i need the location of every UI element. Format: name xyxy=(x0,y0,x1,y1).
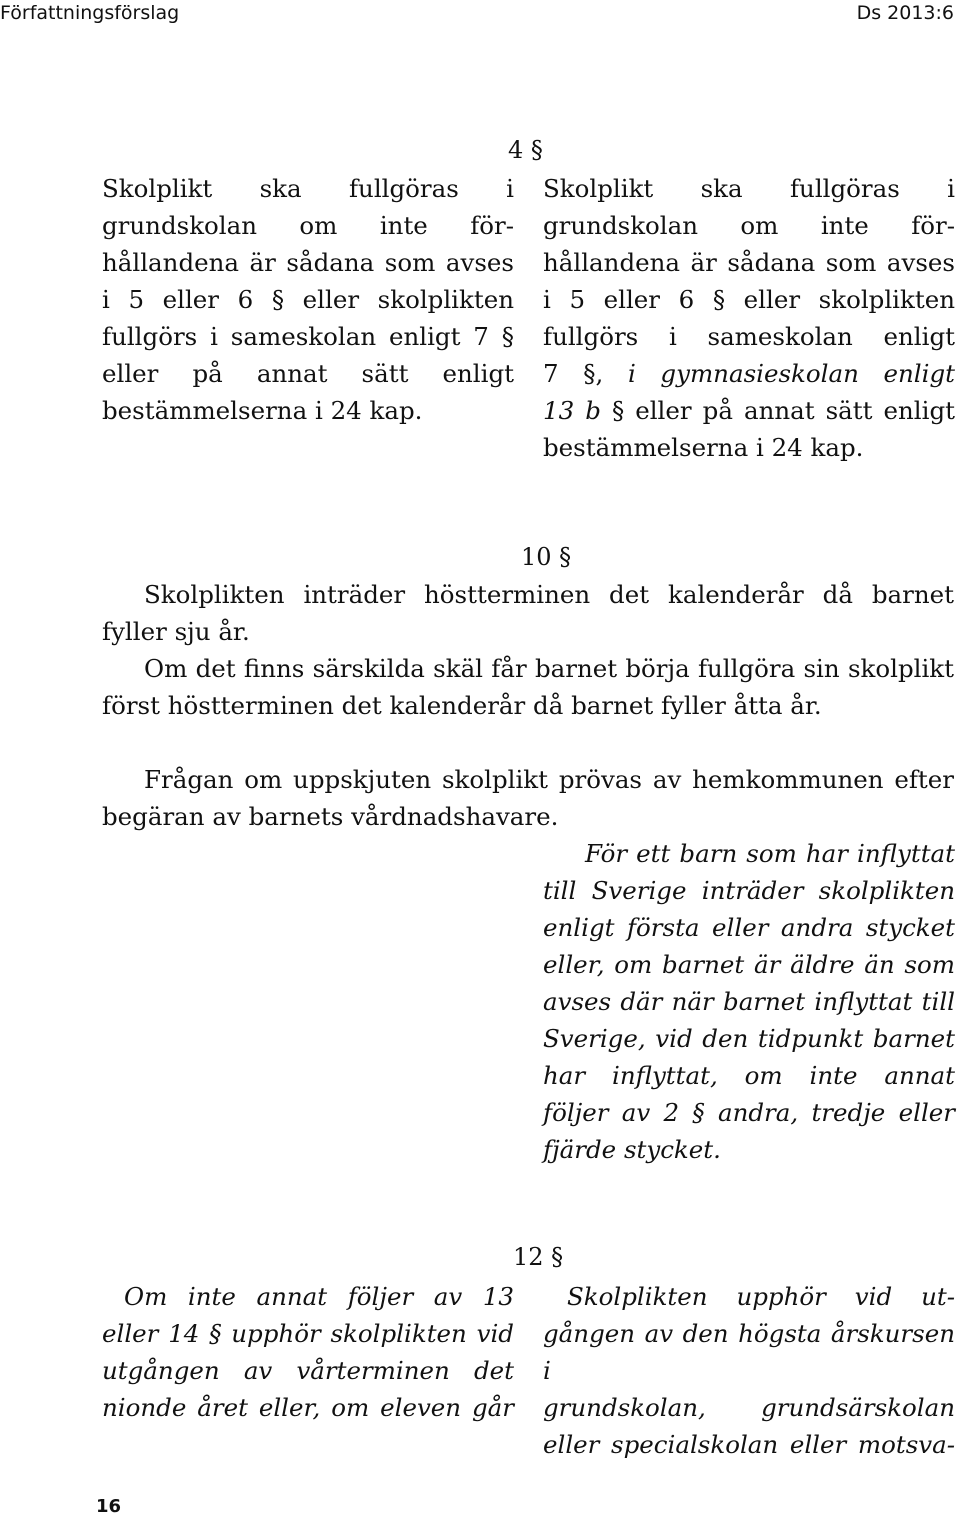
text-line: hållandena är sådana som avses xyxy=(543,248,955,277)
section-4-number: 4 § xyxy=(508,136,543,164)
text-line: nionde året eller, om eleven går xyxy=(102,1393,514,1422)
text-line: Om inte annat följer av 13 xyxy=(124,1282,514,1311)
text-line: eller, om barnet är äldre än som xyxy=(543,950,955,979)
text-line: utgången av vårterminen det xyxy=(102,1356,514,1385)
text-line: gången av den högsta årskursen i xyxy=(543,1319,955,1385)
section-10-paragraph-3: Frågan om uppskjuten skolplikt prövas av hemkommunen efter begäran av barnets vårdnadshavare. xyxy=(102,765,954,831)
section-12-number: 12 § xyxy=(513,1243,564,1271)
text-line: bestämmelserna i 24 kap. xyxy=(543,433,864,462)
text-line xyxy=(543,355,955,392)
text-line: Skolplikt ska fullgöras i xyxy=(102,174,514,203)
text-segment: 7 §, xyxy=(543,359,628,388)
running-header-title: Författningsförslag xyxy=(0,2,180,24)
text-line: enligt första eller andra stycket xyxy=(543,913,955,942)
text-line: hållandena är sådana som avses xyxy=(102,248,514,277)
section-4-proposed-text xyxy=(543,170,955,466)
text-line: För ett barn som har inflyttat xyxy=(585,839,955,868)
page-number: 16 xyxy=(96,1496,122,1517)
text-line: eller 14 § upphör skolplikten vid xyxy=(102,1319,514,1348)
running-header-doc-id: Ds 2013:6 xyxy=(856,2,954,24)
text-line: Sverige, vid den tidpunkt barnet xyxy=(543,1024,955,1053)
section-10-paragraph-1: Skolplikten inträder höstterminen det kalenderår då barnet fyller sju år. xyxy=(102,580,954,646)
text-line: bestämmelserna i 24 kap. xyxy=(102,396,423,425)
text-line: i 5 eller 6 § eller skolplikten xyxy=(543,285,955,314)
inserted-text: 13 b xyxy=(543,396,601,425)
section-10-number: 10 § xyxy=(521,543,572,571)
text-line: fullgörs i sameskolan enligt xyxy=(543,322,955,351)
text-line: grundskolan om inte för- xyxy=(102,211,514,240)
text-line xyxy=(543,392,955,429)
text-line: följer av 2 § andra, tredje eller xyxy=(543,1098,955,1127)
text-line: eller på annat sätt enligt xyxy=(102,359,514,388)
text-line: eller specialskolan eller motsva- xyxy=(543,1430,955,1459)
text-line: fjärde stycket. xyxy=(543,1135,721,1164)
text-line: fullgörs i sameskolan enligt 7 § xyxy=(102,322,514,351)
text-line: har inflyttat, om inte annat xyxy=(543,1061,955,1090)
text-line: Skolplikt ska fullgöras i xyxy=(543,174,955,203)
section-12-current-text xyxy=(102,1278,514,1426)
text-line: grundskolan, grundsärskolan xyxy=(543,1393,955,1422)
text-line: grundskolan om inte för- xyxy=(543,211,955,240)
section-10-paragraph-2: Om det finns särskilda skäl får barnet börja fullgöra sin skolplikt först höstterminen det kalenderår då barnet fyller åtta år. xyxy=(102,654,954,720)
text-line: avses där när barnet inflyttat till xyxy=(543,987,955,1016)
text-segment: § eller på annat sätt enligt xyxy=(600,396,955,425)
section-12-proposed-text xyxy=(543,1278,955,1463)
text-line: Skolplikten upphör vid ut- xyxy=(567,1282,955,1311)
section-4-current-text xyxy=(102,170,514,429)
inserted-text: i gymnasieskolan enligt xyxy=(627,359,955,388)
text-line: i 5 eller 6 § eller skolplikten xyxy=(102,285,514,314)
section-10-proposed-paragraph-4 xyxy=(543,835,955,1168)
text-line: till Sverige inträder skolplikten xyxy=(543,876,955,905)
